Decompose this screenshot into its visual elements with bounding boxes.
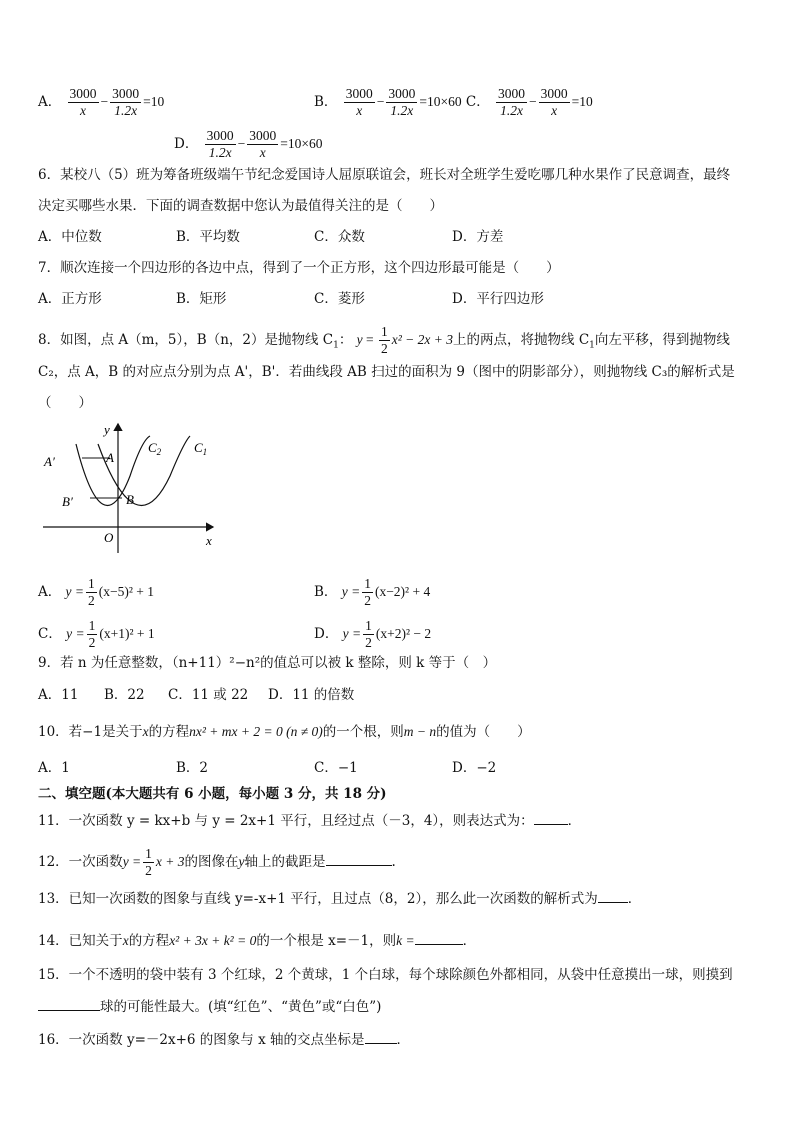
q6-option-c: C．众数 xyxy=(314,229,365,245)
option-label: D． xyxy=(174,136,199,152)
q9-option-b: B．22 xyxy=(104,687,145,703)
q7-stem: 7．顺次连接一个四边形的各边中点，得到了一个正方形，这个四边形最可能是（ ） xyxy=(38,260,560,276)
q13: 13．已知一次函数的图象与直线 y=-x+1 平行，且过点（8，2），那么此一次函数的解析式为 ． xyxy=(38,888,641,909)
q16: 16．一次函数 y=－2x+6 的图象与 x 轴的交点坐标是 ． xyxy=(38,1029,410,1050)
q7-option-c: C．菱形 xyxy=(314,291,365,307)
q8-option-c: C． y = $\frac{1}{2}$ (x+1)² + 1 xyxy=(38,618,155,650)
curve-c2-label: $C_2$ xyxy=(148,440,162,457)
q6-option-d: D．方差 xyxy=(452,229,504,245)
section-heading-fill-in: 二、填空题(本大题共有 6 小题，每小题 3 分，共 18 分) xyxy=(38,786,387,802)
q9-option-a: A．11 xyxy=(38,687,79,703)
q7-option-d: D．平行四边形 xyxy=(452,291,544,307)
q9-option-d: D．11 的倍数 xyxy=(268,687,355,703)
q10-option-b: B．2 xyxy=(176,760,209,776)
q9-stem: 9．若 n 为任意整数，（n+11）²−n²的值总可以被 k 整除，则 k 等于（ ） xyxy=(38,655,497,671)
q7-option-b: B．矩形 xyxy=(176,291,227,307)
q5-option-a: A． $\frac{3000}{x}$ − $\frac{3000}{1.2x}$ =10 xyxy=(38,86,165,118)
q8-stem-line2: C₂，点 A，B 的对应点分别为点 A'，B'．若曲线段 AB 扫过的面积为 9（图中的阴影部分），则抛物线 C₃的解析式是 xyxy=(38,364,735,380)
answer-blank[interactable] xyxy=(598,888,628,903)
q8-option-b: B． y = $\frac{1}{2}$ (x−2)² + 4 xyxy=(314,576,431,608)
q8-parabola-graph xyxy=(38,418,228,558)
point-a-label: A xyxy=(106,450,114,465)
parabola-c1 xyxy=(98,436,190,505)
point-b-label: B xyxy=(126,492,134,507)
curve-c1-label: $C_1$ xyxy=(194,440,208,457)
q5-option-b: B． $\frac{3000}{x}$ − $\frac{3000}{1.2x}$ =10×60 C． $\frac{3000}{1.2x}$ − $\frac{3000}{x}$ =10 xyxy=(314,86,593,118)
q8-stem-line3: （ ） xyxy=(38,395,92,411)
answer-blank[interactable] xyxy=(326,851,392,866)
q8-option-d: D． y = $\frac{1}{2}$ (x+2)² − 2 xyxy=(314,618,432,650)
q12: 12．一次函数y = $\frac{1}{2}$ x + 3的图像在y轴上的截距是 . xyxy=(38,846,396,878)
origin-label: O xyxy=(104,530,114,545)
option-label: B． xyxy=(314,94,338,110)
point-bprime-label: B′ xyxy=(62,494,73,509)
q14: 14．已知关于x的方程x² + 3x + k² = 0的一个根是 x=－1，则k = ． xyxy=(38,930,476,951)
q11: 11．一次函数 y = kx+b 与 y = 2x+1 平行，且经过点（－3，4），则表达式为： ． xyxy=(38,810,581,831)
q10-option-d: D．−2 xyxy=(452,760,497,776)
answer-blank[interactable] xyxy=(365,1029,397,1044)
q6-stem-line1: 6．某校八（5）班为筹备班级端午节纪念爱国诗人屈原联谊会，班长对全班学生爱吃哪几种水果作了民意调查，最终 xyxy=(38,167,731,183)
option-label: A． xyxy=(38,94,62,110)
parabola-c2 xyxy=(76,436,150,505)
q8-stem-line1: 8．如图，点 A（m，5），B（n，2）是抛物线 $C_1$： y = $\frac{1}{2}$ x² − 2x + 3上的两点，将抛物线 $C_1$向左平移，得到抛物线 xyxy=(38,324,730,356)
q10-option-c: C．−1 xyxy=(314,760,358,776)
answer-blank[interactable] xyxy=(415,930,463,945)
option-label: C． xyxy=(465,94,490,110)
q6-stem-line2: 决定买哪些水果．下面的调查数据中您认为最值得关注的是（ ） xyxy=(38,198,443,214)
x-axis-label: x xyxy=(206,533,212,548)
answer-blank[interactable] xyxy=(38,996,100,1011)
q15-line2: 球的可能性最大。(填“红色”、“黄色”或“白色”) xyxy=(38,996,381,1017)
q7-option-a: A．正方形 xyxy=(38,291,102,307)
q10-stem: 10．若−1是关于x的方程nx² + mx + 2 = 0 (n ≠ 0)的一个根，则m − n的值为（ ） xyxy=(38,724,531,740)
q5-option-d: D． $\frac{3000}{1.2x}$ − $\frac{3000}{x}$ =10×60 xyxy=(174,128,323,160)
answer-blank[interactable] xyxy=(534,810,568,825)
q6-option-a: A．中位数 xyxy=(38,229,102,245)
q6-option-b: B．平均数 xyxy=(176,229,240,245)
q8-option-a: A． y = $\frac{1}{2}$ (x−5)² + 1 xyxy=(38,576,155,608)
q9-option-c: C．11 或 22 xyxy=(168,687,249,703)
point-aprime-label: A′ xyxy=(44,454,55,469)
q15-line1: 15．一个不透明的袋中装有 3 个红球，2 个黄球，1 个白球，每个球除颜色外都相同，从袋中任意摸出一球，则摸到 xyxy=(38,967,733,983)
q10-option-a: A．1 xyxy=(38,760,70,776)
y-axis-label: y xyxy=(104,422,110,437)
